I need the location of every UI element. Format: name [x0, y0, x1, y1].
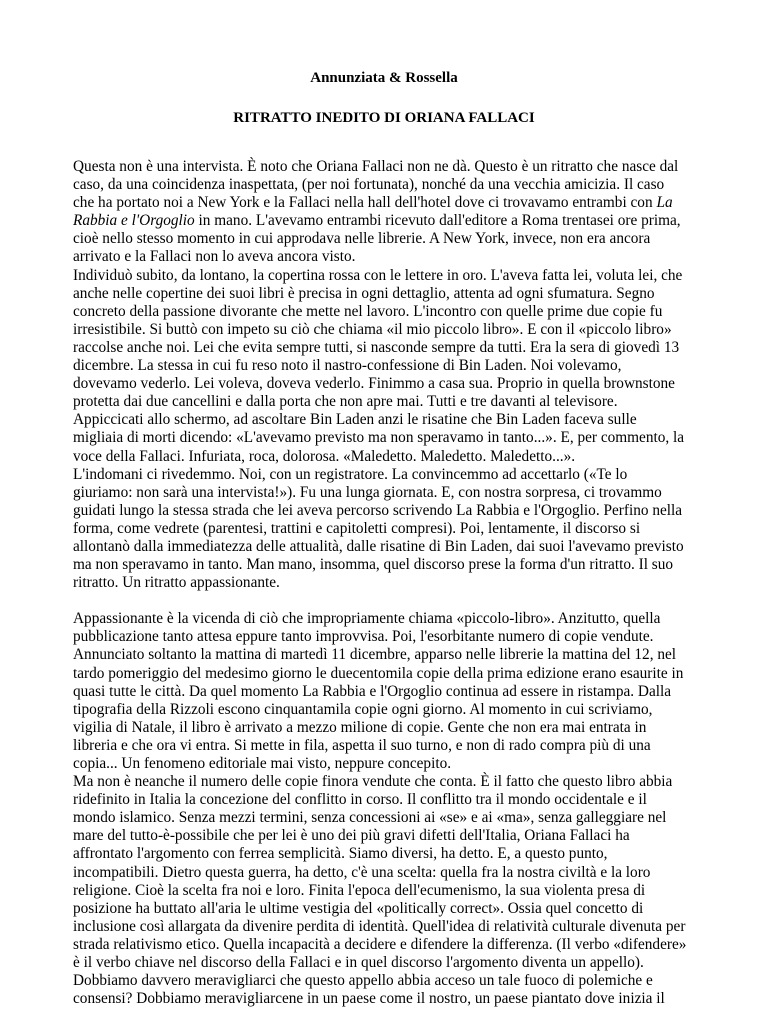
text-line: protetta dai due cancellini e dalla porta che non apre mai. Tutti e tre davanti al televisore. — [73, 393, 618, 411]
paragraph-gap — [73, 592, 701, 610]
text-line: migliaia di morti dicendo: «L'avevamo previsto ma non speravamo in tanto...». E, per commento, la — [73, 429, 685, 447]
text-line: Questa non è una intervista. È noto che Oriana Fallaci non ne dà. Questo è un ritratto che nasce dal — [73, 158, 679, 175]
paragraph — [73, 267, 701, 466]
text-line: posizione ha buttato all'aria le ultime vestigia del «politically correct». Ossia quel concetto di — [73, 899, 644, 917]
text-line: guidati lungo la stessa strada che lei aveva percorso scrivendo La Rabbia e l'Orgoglio. Perfino nella — [73, 501, 683, 519]
text-line: L'indomani ci rivedemmo. Noi, con un registratore. La convincemmo ad accettarlo («Te lo — [73, 465, 628, 483]
document-title: RITRATTO INEDITO DI ORIANA FALLACI — [233, 110, 535, 126]
text-line: arrivato e la Fallaci non lo aveva ancora visto. — [73, 248, 356, 266]
text-line: Annunciato soltanto la mattina di martedì 11 dicembre, apparso nelle librerie la mattina del 12, nel — [73, 646, 677, 664]
text-line: Dobbiamo davvero meravigliarci che questo appello abbia acceso un tale fuoco di polemiche e — [73, 972, 653, 990]
text-line: anche nelle copertine dei suoi libri è precisa in ogni dettaglio, attenta ad ogni sfumatura. Segno — [73, 284, 655, 302]
text-line: cioè nello stesso momento in cui approdava nelle librerie. A New York, invece, non era ancora — [73, 230, 651, 248]
text-line: ma non speravamo in tanto. Man mano, insomma, quel discorso prese la forma d'un ritratto. Il suo — [73, 556, 674, 574]
text-line: concreto della passione divorante che mette nel lavoro. L'incontro con quelle prime due copie fu — [73, 302, 663, 320]
text-line: copia... Un fenomeno editoriale mai visto, neppure concepito. — [73, 755, 452, 772]
text-line: vigilia di Natale, il libro è arrivato a mezzo milione di copie. Gente che non era mai entrata in — [73, 718, 647, 736]
document-author: Annunziata & Rossella — [310, 70, 458, 86]
text-line: consensi? Dobbiamo meravigliarcene in un paese come il nostro, un paese piantato dove inizia il — [73, 990, 665, 1008]
text-line: voce della Fallaci. Infuriata, roca, dolorosa. «Maledetto. Maledetto. Maledetto...». — [73, 447, 576, 465]
text-line: dovevamo vederlo. Lei voleva, doveva vederlo. Finimmo a casa sua. Proprio in quella brownstone — [73, 375, 675, 393]
paragraph — [73, 773, 701, 1008]
text-line: giuriamo: non sarà una intervista!»). Fu una lunga giornata. E, con nostra sorpresa, ci trovammo — [73, 483, 662, 501]
text-line: Rabbia e l'Orgoglio in mano. L'avevamo entrambi ricevuto dall'editore a Roma trentasei ore prima, — [73, 212, 681, 230]
text-line: caso, da una coincidenza inaspettata, (per noi fortunata), nonché da una vecchia amicizia. Il caso — [73, 176, 665, 194]
document-body — [73, 158, 701, 1008]
text-line: Appiccicati allo schermo, ad ascoltare Bin Laden anzi le risatine che Bin Laden faceva sulle — [73, 411, 637, 429]
paragraph — [73, 466, 701, 593]
text-line: strada relativismo etico. Quella incapacità a decidere e difendere la differenza. (Il verbo «difendere» — [73, 935, 687, 953]
text-line: ridefinito in Italia la concezione del conflitto in corso. Il conflitto tra il mondo occidentale e il — [73, 791, 647, 809]
text-line: affrontato l'argomento con ferrea semplicità. Siamo diversi, ha detto. E, a questo punto, — [73, 845, 608, 863]
text-line: tardo pomeriggio del medesimo giorno le duecentomila copie della prima edizione erano esaurite in — [73, 664, 684, 682]
text-line: libreria e che ora vi entra. Si mette in fila, aspetta il suo turno, e non di rado compra più di una — [73, 736, 651, 754]
text-line: Ma non è neanche il numero delle copie finora vendute che conta. È il fatto che questo libro abbia — [73, 773, 673, 791]
text-line: ritratto. Un ritratto appassionante. — [73, 574, 280, 592]
text-line: mare del tutto-è-possibile che per lei è uno dei più gravi difetti dell'Italia, Oriana Fallaci ha — [73, 827, 630, 845]
text-line: dicembre. La stessa in cui fu reso noto il nastro-confessione di Bin Laden. Noi volevamo, — [73, 357, 622, 375]
text-line: Individuò subito, da lontano, la copertina rossa con le lettere in oro. L'aveva fatta lei, voluta lei, che — [73, 266, 683, 284]
text-line: mondo islamico. Senza mezzi termini, senza concessioni ai «se» e ai «ma», senza galleggiare nel — [73, 809, 667, 827]
text-line: inclusione così allargata da divenire perdita di identità. Quell'idea di relatività culturale divenuta per — [73, 917, 686, 935]
text-line: che ha portato noi a New York e la Fallaci nella hall dell'hotel dove ci trovavamo entrambi con La — [73, 194, 673, 212]
text-line: quasi tutte le città. Da quel momento La Rabbia e l'Orgoglio continua ad essere in ristampa. Dalla — [73, 682, 672, 700]
paragraph — [73, 158, 701, 267]
text-line: è il verbo chiave nel discorso della Fallaci e in quel discorso l'argomento diventa un appello). — [73, 954, 644, 972]
text-line: forma, come vedrete (parentesi, trattini e capitoletti compresi). Poi, lentamente, il discorso si — [73, 519, 641, 537]
text-line: raccolse anche noi. Lei che evita sempre tutti, si nasconde sempre da tutti. Era la sera di giovedì 13 — [73, 338, 680, 356]
text-line: irresistibile. Si buttò con impeto su ciò che chiama «il mio piccolo libro». E con il «piccolo libro» — [73, 320, 672, 338]
text-line: allontanò dalla immediatezza delle attualità, dalle risatine di Bin Laden, dai suoi l'avevamo previsto — [73, 537, 684, 555]
paragraph — [73, 610, 701, 773]
text-line: incompatibili. Dietro questa guerra, ha detto, c'è una scelta: quella fra la nostra civiltà e la loro — [73, 863, 651, 881]
text-line: pubblicazione tanto attesa eppure tanto improvvisa. Poi, l'esorbitante numero di copie vendute. — [73, 628, 654, 646]
text-line: tipografia della Rizzoli escono cinquantamila copie ogni giorno. Al momento in cui scriviamo, — [73, 700, 653, 718]
text-line: religione. Cioè la scelta fra noi e loro. Finita l'epoca dell'ecumenismo, la sua violenta presa di — [73, 881, 646, 899]
text-line: Appassionante è la vicenda di ciò che impropriamente chiama «piccolo-libro». Anzitutto, quella — [73, 610, 661, 628]
